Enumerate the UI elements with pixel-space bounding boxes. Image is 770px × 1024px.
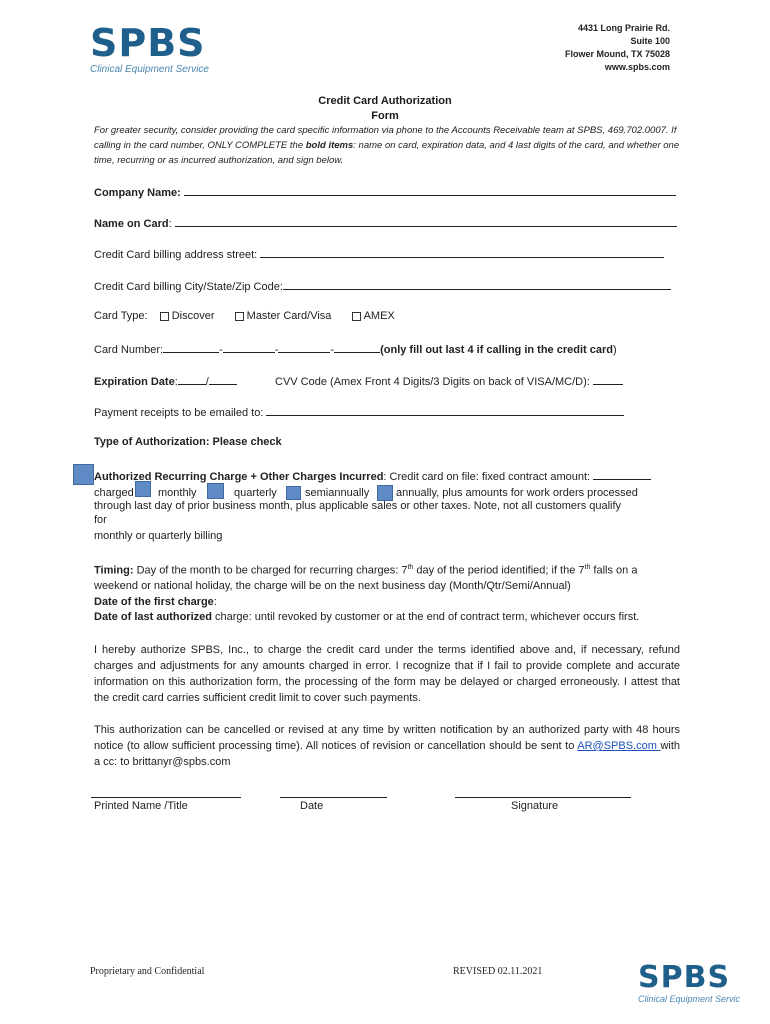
timing-label: Timing: — [94, 564, 134, 577]
logo-subtitle: Clinical Equipment Service — [90, 64, 209, 75]
first-charge-row — [94, 596, 217, 608]
timing-text2: day of the period identified; if the 7 — [413, 564, 585, 577]
card-number-row: Card Number: - - - (only fill out last 4 if calling in the credit card) — [94, 341, 617, 356]
expiration-colon: : — [174, 376, 178, 388]
card-number-part4[interactable] — [334, 341, 380, 353]
semiannually-label: semiannually — [305, 487, 370, 499]
company-name-input[interactable] — [184, 184, 676, 196]
authorization-heading: Type of Authorization: Please check — [94, 436, 282, 448]
receipts-row — [94, 404, 624, 419]
expiration-row: Expiration Date: / — [94, 373, 237, 388]
charged-label: charged — [94, 487, 134, 499]
intro-bold: bold items — [305, 140, 354, 151]
card-number-note-end: ) — [612, 344, 617, 356]
timing-row — [94, 564, 637, 577]
authorize-paragraph: I hereby authorize SPBS, Inc., to charge the credit card under the terms identified above and, if necessary, refund charges and adjustments for any amounts charged in error. I recognize that if I fail to provide complete and accurate information on this authorization form, the processing of the form may be delayed or charged erroneously. I attest that the credit card carries sufficient credit limit to cover such payments. — [94, 644, 680, 704]
date-label: Date — [300, 800, 324, 812]
name-on-card-input[interactable] — [175, 215, 677, 227]
mastercard-visa-label: Master Card/Visa — [246, 310, 332, 322]
footer-logo — [638, 962, 750, 1004]
billing-city-row — [94, 278, 671, 293]
billing-street-row — [94, 246, 664, 261]
cvv-row — [275, 373, 623, 388]
timing-sup1: th — [407, 564, 414, 571]
company-name-label: Company Name: — [94, 187, 181, 199]
semiannually-checkbox[interactable] — [286, 486, 301, 500]
expiration-year-input[interactable] — [209, 373, 237, 385]
recurring-checkbox[interactable] — [73, 464, 94, 485]
address-line3: Flower Mound, TX 75028 — [564, 49, 670, 59]
name-on-card-colon: : — [168, 218, 172, 230]
title-line1: Credit Card Authorization — [318, 95, 452, 107]
card-number-part1[interactable] — [163, 341, 219, 353]
printed-name-label: Printed Name /Title — [94, 800, 188, 812]
spbs-logo — [90, 21, 209, 75]
footer-logo-subtitle: Clinical Equipment Servic — [638, 994, 741, 1004]
card-number-part2[interactable] — [223, 341, 275, 353]
discover-checkbox[interactable] — [160, 312, 169, 321]
recurring-row — [94, 468, 651, 483]
receipts-input[interactable] — [266, 404, 624, 416]
through-text: through last day of prior business month, plus applicable sales or other taxes. Note, not all customers qualify — [94, 500, 622, 512]
ar-email-link[interactable]: AR@SPBS.com — [577, 740, 661, 752]
amex-checkbox[interactable] — [352, 312, 361, 321]
date-line[interactable] — [280, 797, 387, 798]
last-authorized-row — [94, 611, 639, 623]
expiration-label: Expiration Date — [94, 376, 175, 388]
cvv-input[interactable] — [593, 373, 623, 385]
fixed-amount-input[interactable] — [593, 468, 651, 480]
first-charge-label: Date of the first charge — [94, 596, 214, 608]
cancel-paragraph — [94, 722, 680, 770]
card-type-label: Card Type: — [94, 310, 148, 322]
cvv-label: CVV Code (Amex Front 4 Digits/3 Digits on back of VISA/MC/D): — [275, 376, 590, 388]
address-line1: 4431 Long Prairie Rd. — [577, 23, 670, 33]
name-on-card-row — [94, 215, 677, 230]
timing-line2: weekend or national holiday, the charge will be on the next business day (Month/Qtr/Semi/Annual) — [94, 580, 571, 592]
name-on-card-label: Name on Card — [94, 218, 169, 230]
billing-city-input[interactable] — [283, 278, 671, 290]
title-line2: Form — [371, 110, 399, 122]
printed-name-line[interactable] — [91, 797, 241, 798]
card-type-row — [94, 310, 395, 322]
card-number-note: (only fill out last 4 if calling in the credit card — [380, 344, 613, 356]
billing-city-label: Credit Card billing City/State/Zip Code: — [94, 281, 283, 293]
amex-label: AMEX — [363, 310, 395, 322]
annually-checkbox[interactable] — [377, 485, 393, 501]
card-number-part3[interactable] — [278, 341, 330, 353]
timing-text1: Day of the month to be charged for recurring charges: 7 — [133, 564, 408, 577]
quarterly-label: quarterly — [234, 487, 277, 499]
discover-label: Discover — [171, 310, 215, 322]
annually-label: annually, plus amounts for work orders processed — [396, 487, 638, 499]
for-text: for — [94, 514, 107, 526]
footer-logo-text: SPBS — [638, 962, 731, 995]
signature-label: Signature — [511, 800, 559, 812]
cancel-text: This authorization can be cancelled or revised at any time by written notification by an authorized party with 48 hours notice (to allow sufficient processing time). All notices of revision or cancellation should be sent to — [94, 724, 680, 752]
logo-text: SPBS — [90, 21, 206, 65]
intro-text — [94, 123, 684, 168]
recurring-label: Authorized Recurring Charge + Other Charges Incurred — [94, 471, 384, 483]
signature-line[interactable] — [455, 797, 631, 798]
company-name-row — [94, 184, 676, 199]
website: www.spbs.com — [604, 62, 670, 72]
expiration-month-input[interactable] — [178, 373, 206, 385]
last-authorized-label: Date of last authorized — [94, 611, 212, 623]
intro-part1: For greater security, consider providing the card specific information via phone to the Accounts Receivable team at SPBS, 469.702.0007. If calling in the card number, ONLY COMPLETE the — [94, 125, 677, 151]
recurring-rest: : Credit card on file: fixed contract amount: — [383, 471, 591, 483]
quarterly-checkbox[interactable] — [207, 483, 224, 499]
card-number-label: Card Number: — [94, 344, 164, 356]
address-line2: Suite 100 — [630, 36, 670, 46]
intro-part2: : name on card, expiration data, and 4 last digits of the card, and whether one time, recurring or as incurred authorization, and sign below. — [94, 140, 680, 166]
monthly-label: monthly — [158, 487, 197, 499]
timing-text3: falls on a — [590, 564, 638, 577]
billing-street-label: Credit Card billing address street: — [94, 249, 258, 261]
form-title — [0, 94, 770, 124]
timing-sup2: th — [584, 564, 591, 571]
company-address — [565, 22, 670, 74]
footer-left: Proprietary and Confidential — [90, 966, 205, 977]
last-authorized-rest: charge: until revoked by customer or at the end of contract term, whichever occurs first. — [211, 611, 640, 623]
monthly-quarterly-text: monthly or quarterly billing — [94, 530, 223, 542]
receipts-label: Payment receipts to be emailed to: — [94, 407, 264, 419]
mastercard-visa-checkbox[interactable] — [235, 312, 244, 321]
charged-monthly-checkbox[interactable] — [135, 481, 151, 497]
billing-street-input[interactable] — [260, 246, 664, 258]
cancel-text-end: with a cc: to brittanyr@spbs.com — [94, 740, 680, 768]
footer-right: REVISED 02.11.2021 — [453, 966, 543, 977]
first-charge-colon: : — [213, 596, 217, 608]
